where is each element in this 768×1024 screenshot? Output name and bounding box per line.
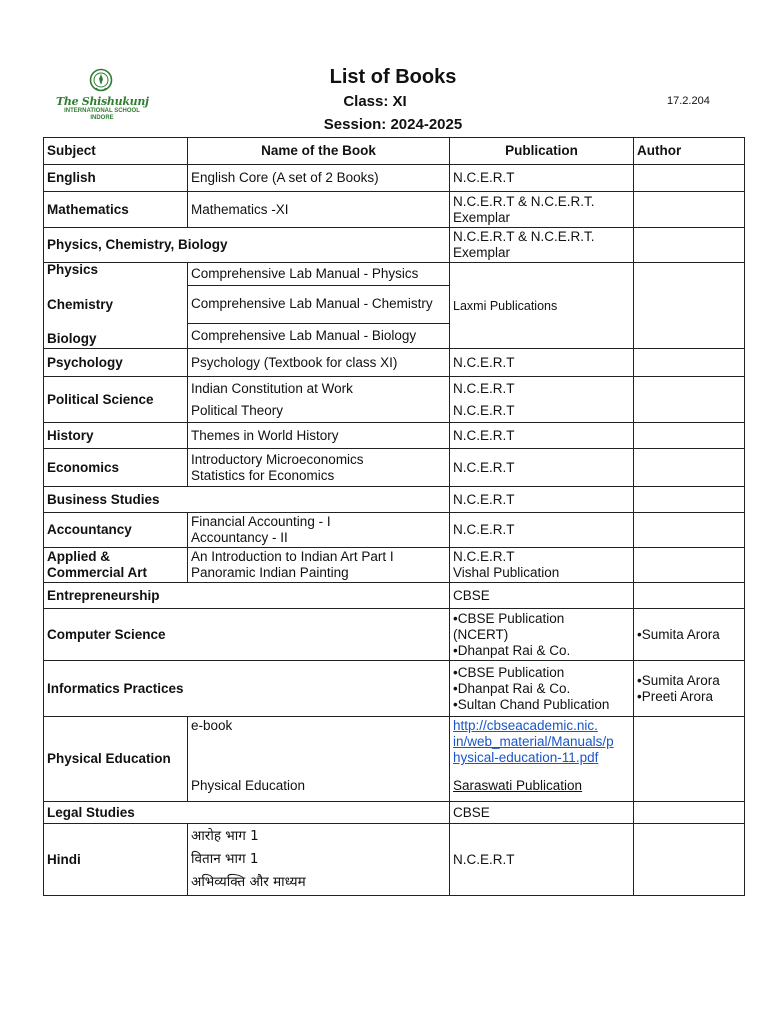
- publication-line: Vishal Publication: [453, 565, 560, 580]
- author-cell: [634, 717, 745, 802]
- table-row: [44, 609, 745, 661]
- publication-cell: [450, 661, 634, 717]
- author-cell: [634, 548, 745, 583]
- book-line: Political Theory: [191, 402, 284, 418]
- subject-cell: Psychology: [44, 349, 188, 377]
- table-row: [44, 583, 745, 609]
- subject-cell: Legal Studies: [44, 802, 450, 824]
- author-cell: [634, 583, 745, 609]
- publication-line: • Dhanpat Rai & Co.: [453, 681, 630, 697]
- table-row: [44, 263, 745, 286]
- table-row: [44, 717, 745, 802]
- book-line: Panoramic Indian Painting: [191, 565, 349, 580]
- author-cell: [634, 192, 745, 228]
- book-cell: [188, 513, 450, 548]
- book-cell: Comprehensive Lab Manual - Biology: [188, 324, 450, 349]
- book-line: Physical Education: [191, 778, 306, 793]
- publication-cell: CBSE: [450, 802, 634, 824]
- author-cell: [634, 449, 745, 487]
- subject-cell: History: [44, 423, 188, 449]
- publication-line: N.C.E.R.T: [453, 402, 515, 418]
- publication-cell: N.C.E.R.T: [450, 487, 634, 513]
- publication-line: (NCERT): [453, 626, 509, 642]
- book-line: Indian Constitution at Work: [191, 380, 353, 396]
- author-line: • Preeti Arora: [637, 689, 741, 705]
- book-cell: [188, 548, 450, 583]
- book-line: Introductory Microeconomics: [191, 451, 364, 467]
- book-cell: [188, 717, 450, 802]
- book-cell: Comprehensive Lab Manual - Physics: [188, 263, 450, 286]
- author-cell: [634, 661, 745, 717]
- book-cell: Comprehensive Lab Manual - Chemistry: [188, 285, 450, 323]
- class-label: Class: XI: [343, 93, 407, 110]
- publication-cell: N.C.E.R.T: [450, 824, 634, 896]
- publication-cell: [450, 717, 634, 802]
- table-row: [44, 548, 745, 583]
- table-row: [44, 449, 745, 487]
- table-row: [44, 377, 745, 423]
- logo-brand: The Shishukunj: [56, 95, 149, 108]
- author-cell: [634, 228, 745, 263]
- table-row: [44, 423, 745, 449]
- table-row: [44, 487, 745, 513]
- table-row: [44, 349, 745, 377]
- subject-cell: English: [44, 165, 188, 192]
- author-cell: [634, 263, 745, 349]
- publication-cell: N.C.E.R.T: [450, 165, 634, 192]
- publication-cell: N.C.E.R.T: [450, 513, 634, 548]
- publication-line: N.C.E.R.T: [453, 380, 515, 396]
- publication-cell: [450, 548, 634, 583]
- page-title: List of Books: [329, 66, 457, 88]
- header-publication: Publication: [450, 138, 634, 165]
- table-row: [44, 802, 745, 824]
- subject-cell: Accountancy: [44, 513, 188, 548]
- author-cell: [634, 609, 745, 661]
- ebook-link[interactable]: http://cbseacademic.nic.: [453, 718, 598, 733]
- subject-cell: [44, 548, 188, 583]
- author-line: • Sumita Arora: [637, 627, 741, 643]
- publication-cell: Laxmi Publications: [450, 263, 634, 349]
- book-line: Accountancy - II: [191, 530, 288, 545]
- session-label: Session: 2024-2025: [323, 116, 463, 133]
- book-cell: Mathematics -XI: [188, 192, 450, 228]
- logo-line1: INTERNATIONAL SCHOOL: [64, 108, 140, 114]
- book-line: e-book: [191, 718, 233, 733]
- book-line: An Introduction to Indian Art Part I: [191, 549, 394, 564]
- publication-line: • Dhanpat Rai & Co.: [453, 643, 630, 659]
- subject-line: Applied &: [47, 549, 110, 564]
- author-cell: [634, 802, 745, 824]
- table-row: [44, 513, 745, 548]
- lab-subject-biology: Biology: [47, 331, 97, 346]
- books-table: [43, 137, 745, 896]
- book-cell: English Core (A set of 2 Books): [188, 165, 450, 192]
- author-line: • Sumita Arora: [637, 673, 741, 689]
- document-code: 17.2.204: [667, 95, 710, 107]
- book-cell: Themes in World History: [188, 423, 450, 449]
- publication-line: • CBSE Publication: [453, 611, 630, 627]
- author-cell: [634, 824, 745, 896]
- header-author: Author: [634, 138, 745, 165]
- author-cell: [634, 487, 745, 513]
- book-line: Financial Accounting - I: [191, 514, 331, 529]
- publication-line: • Sultan Chand Publication: [453, 697, 630, 713]
- subject-cell: Physics, Chemistry, Biology: [44, 228, 450, 263]
- author-cell: [634, 349, 745, 377]
- publication-cell: N.C.E.R.T: [450, 349, 634, 377]
- book-line: आरोह भाग 1: [191, 828, 259, 844]
- publication-cell: N.C.E.R.T: [450, 449, 634, 487]
- subject-cell: Hindi: [44, 824, 188, 896]
- subject-cell: Informatics Practices: [44, 661, 450, 717]
- book-cell: [188, 449, 450, 487]
- subject-cell: [44, 263, 188, 349]
- subject-cell: Economics: [44, 449, 188, 487]
- header-book: Name of the Book: [188, 138, 450, 165]
- publication-cell: CBSE: [450, 583, 634, 609]
- publication-cell: [450, 377, 634, 423]
- book-line: वितान भाग 1: [191, 851, 259, 867]
- subject-cell: Political Science: [44, 377, 188, 423]
- subject-cell: Business Studies: [44, 487, 450, 513]
- publication-line: • CBSE Publication: [453, 665, 630, 681]
- lab-subject-chemistry: Chemistry: [47, 297, 114, 312]
- table-header-row: [44, 138, 745, 165]
- publication-line: N.C.E.R.T: [453, 549, 515, 564]
- book-cell: [188, 377, 450, 423]
- author-cell: [634, 377, 745, 423]
- publication-cell: N.C.E.R.T: [450, 423, 634, 449]
- header-subject: Subject: [44, 138, 188, 165]
- lab-subject-physics: Physics: [47, 262, 99, 277]
- ebook-link[interactable]: in/web_material/Manuals/p: [453, 734, 614, 749]
- logo-line2: INDORE: [90, 115, 114, 121]
- publication-cell: N.C.E.R.T & N.C.E.R.T. Exemplar: [450, 228, 634, 263]
- subject-cell: Entrepreneurship: [44, 583, 450, 609]
- table-row: [44, 661, 745, 717]
- book-line: Statistics for Economics: [191, 467, 335, 483]
- publication-cell: N.C.E.R.T & N.C.E.R.T. Exemplar: [450, 192, 634, 228]
- table-row: [44, 165, 745, 192]
- table-row: [44, 824, 745, 896]
- publication-line: Saraswati Publication: [453, 778, 583, 793]
- author-cell: [634, 165, 745, 192]
- subject-cell: Computer Science: [44, 609, 450, 661]
- subject-cell: Physical Education: [44, 717, 188, 802]
- subject-cell: Mathematics: [44, 192, 188, 228]
- publication-cell: [450, 609, 634, 661]
- author-cell: [634, 423, 745, 449]
- book-line: अभिव्यक्ति और माध्यम: [191, 874, 306, 890]
- author-cell: [634, 513, 745, 548]
- table-row: [44, 228, 745, 263]
- table-row: [44, 192, 745, 228]
- book-cell: Psychology (Textbook for class XI): [188, 349, 450, 377]
- ebook-link[interactable]: hysical-education-11.pdf: [453, 750, 599, 765]
- book-cell: [188, 824, 450, 896]
- subject-line: Commercial Art: [47, 565, 148, 580]
